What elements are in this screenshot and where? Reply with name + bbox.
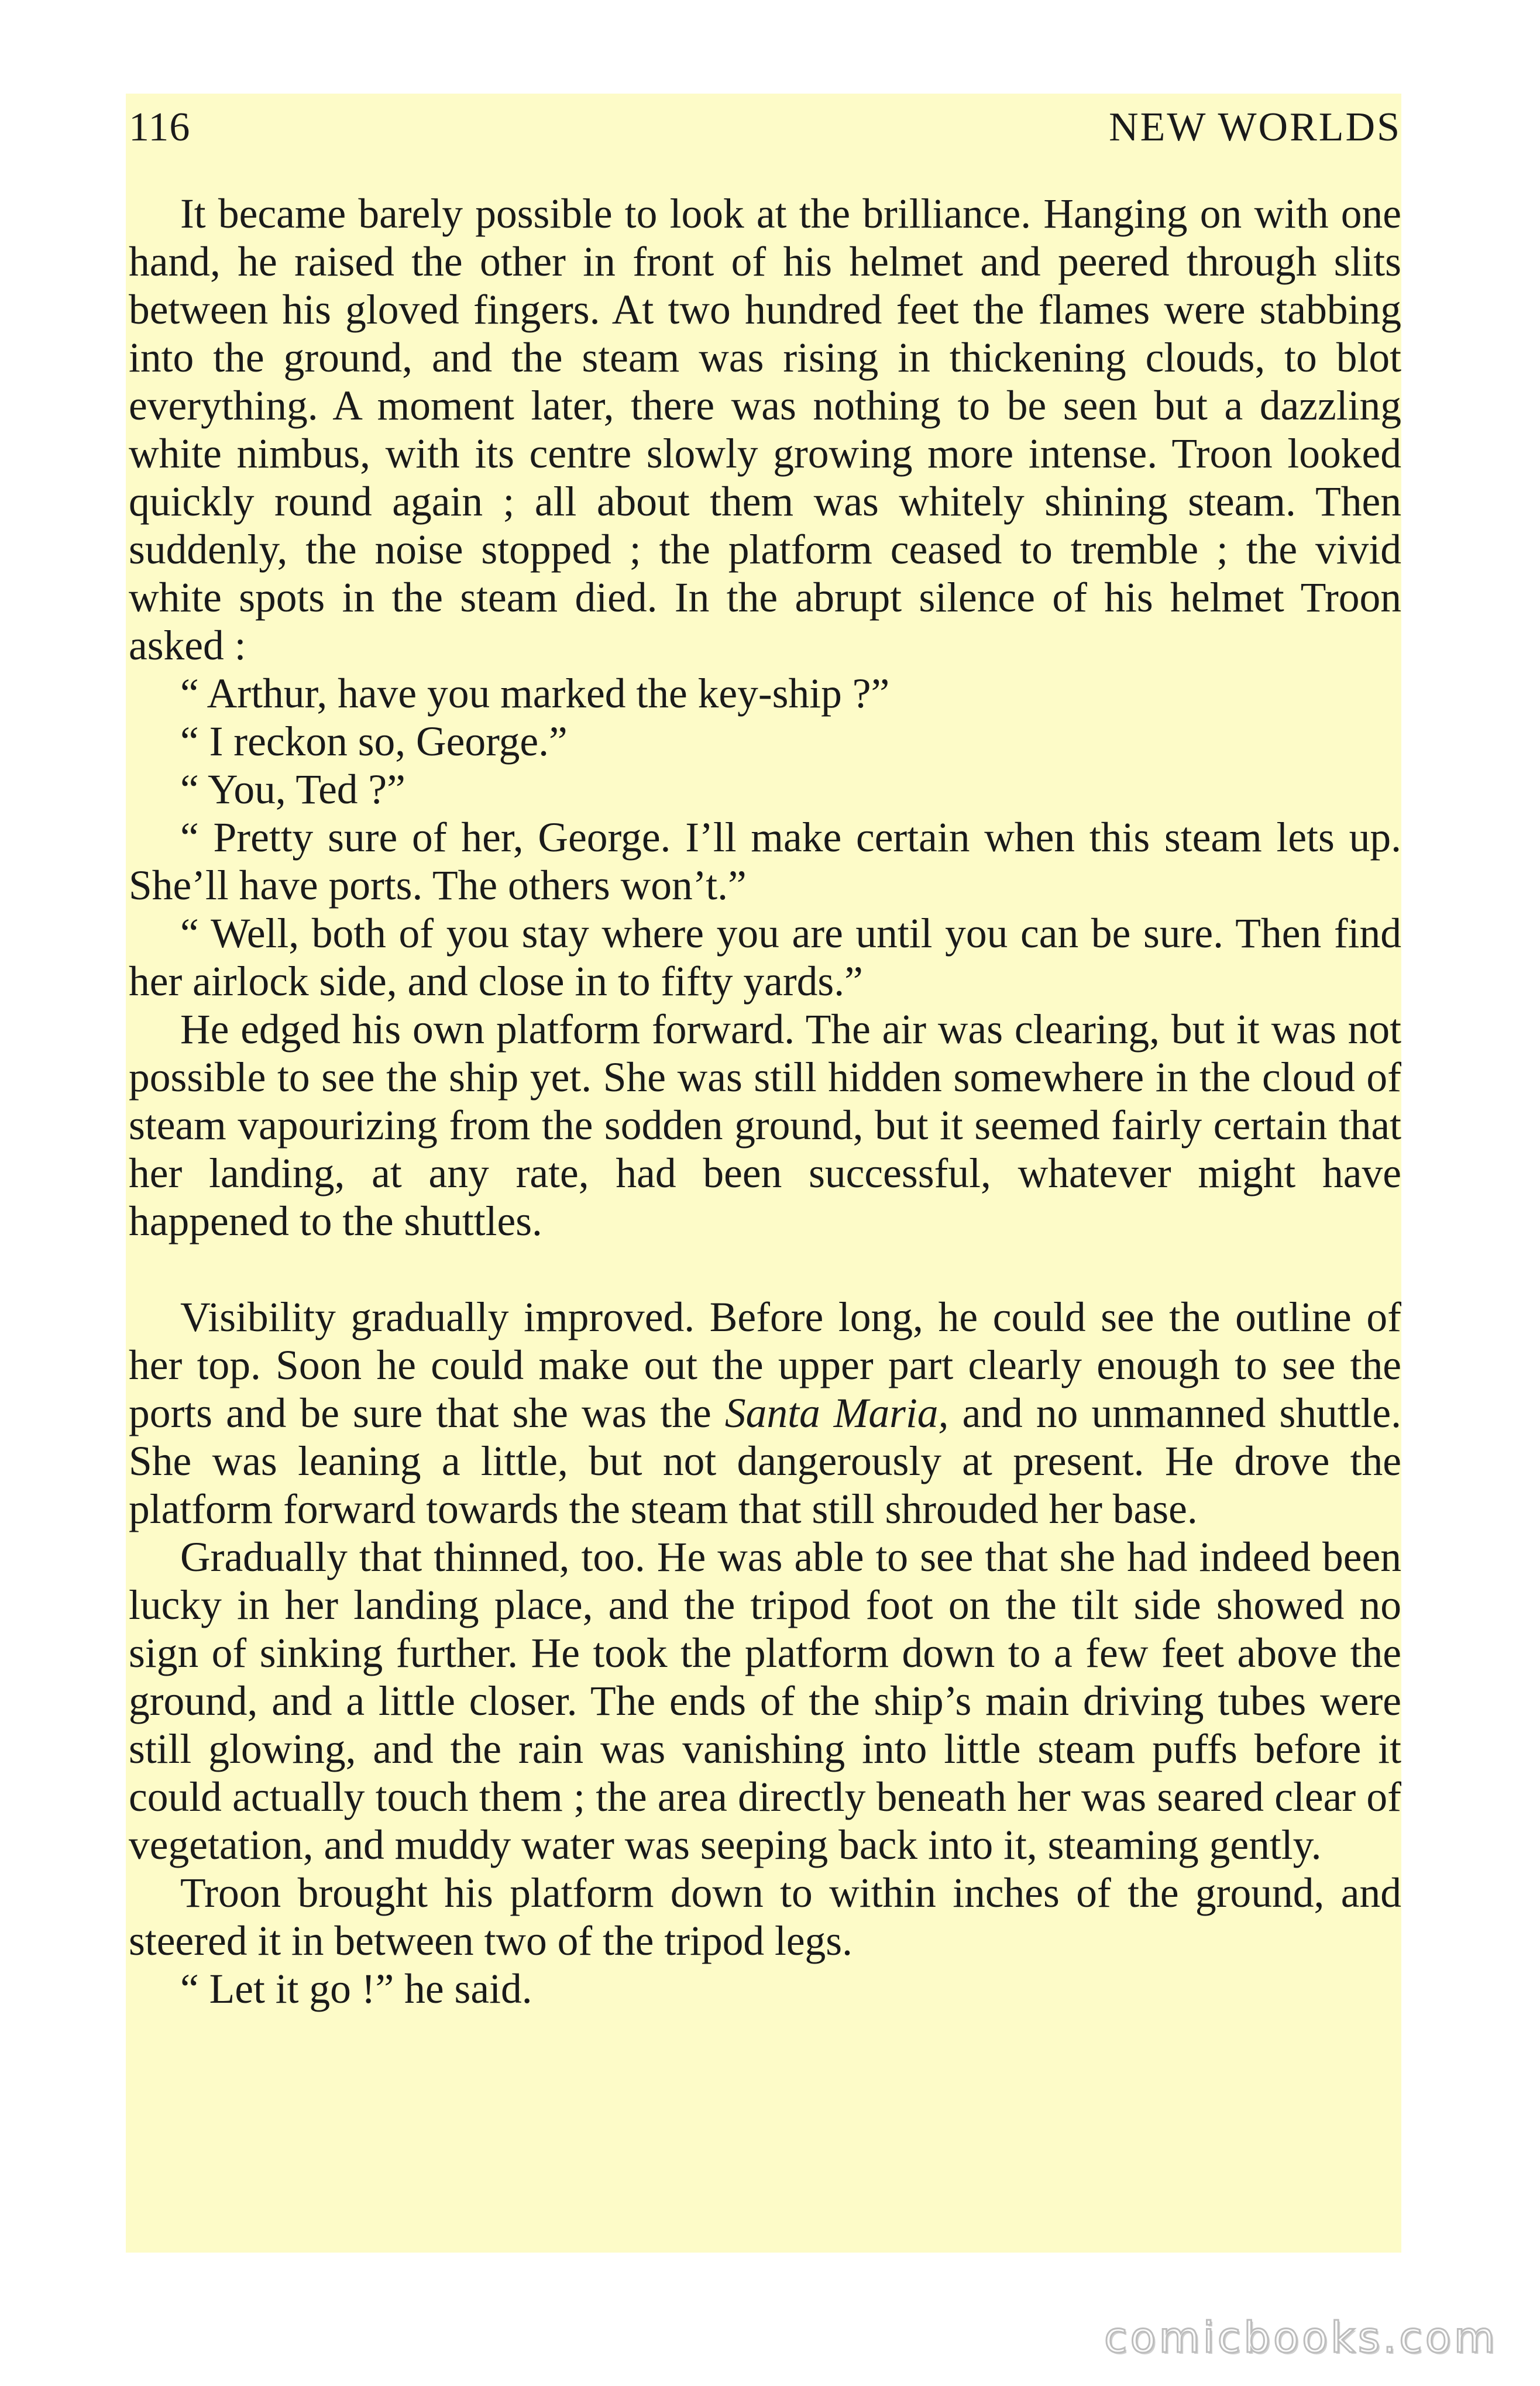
- running-head: [129, 98, 1401, 157]
- dialogue-line: “ You, Ted ?”: [180, 766, 405, 813]
- paragraph: Gradually that thinned, too. He was able to see that she had indeed been lucky in her landing place, and the tripod foot on the tilt side showed no sign of sinking further. He took the platform down to a few feet above the ground, and a little closer. The ends of the ship’s main driving tubes were still glowing, and the rain was vanishing into little steam puffs before it could actually touch them ; the area directly beneath her was seared clear of vegetation, and muddy water was seeping back into it, steaming gently.: [129, 1534, 1401, 1868]
- watermark: comicbooks.com: [1104, 2313, 1498, 2362]
- story-text: [129, 190, 1401, 2013]
- ship-name: Santa Maria,: [724, 1390, 949, 1436]
- dialogue-line: “ Pretty sure of her, George. I’ll make certain when this steam lets up. She’ll have ports. The others won’t.”: [129, 814, 1401, 909]
- paragraph-section-start: [129, 1294, 1401, 1534]
- paragraph: It became barely possible to look at the brilliance. Hanging on with one hand, he raised the other in front of his helmet and peered through slits between his gloved fingers. At two hundred feet the flames were stabbing into the ground, and the steam was rising in thickening clouds, to blot everything. A moment later, there was nothing to be seen but a dazzling white nimbus, with its centre slowly growing more intense. Troon looked quickly round again ; all about them was whitely shining steam. Then suddenly, the noise stopped ; the platform ceased to tremble ; the vivid white spots in the steam died. In the abrupt silence of his helmet Troon asked :: [129, 191, 1401, 669]
- journal-title: NEW WORLDS: [1109, 105, 1401, 150]
- dialogue-line: “ Well, both of you stay where you are until you can be sure. Then find her airlock side, and close in to fifty yards.”: [129, 910, 1401, 1005]
- dialogue-line: “ Let it go !” he said.: [180, 1966, 532, 2012]
- page-number: 116: [129, 105, 191, 150]
- paragraph: Troon brought his platform down to within inches of the ground, and steered it in between two of the tripod legs.: [129, 1870, 1401, 1964]
- paragraph: He edged his own platform forward. The air was clearing, but it was not possible to see the ship yet. She was still hidden somewhere in the cloud of steam vapourizing from the sodden ground, but it seemed fairly certain that her landing, at any rate, had been successful, whatever might have happened to the shuttles.: [129, 1006, 1401, 1244]
- paragraph-text: and no unmanned shuttle. She was leaning a little, but not dangerously at present. He drove the platform forward towards the steam that still shrouded her base.: [129, 1390, 1402, 1532]
- paragraph-text: Visibility gradually improved. Before long, he could see the outline of her top. Soon he could make out the upper part clearly enough to see the ports and be sure that she was the: [129, 1294, 1401, 1436]
- dialogue-line: “ I reckon so, George.”: [180, 718, 568, 765]
- dialogue-line: “ Arthur, have you marked the key-ship ?”: [180, 671, 890, 717]
